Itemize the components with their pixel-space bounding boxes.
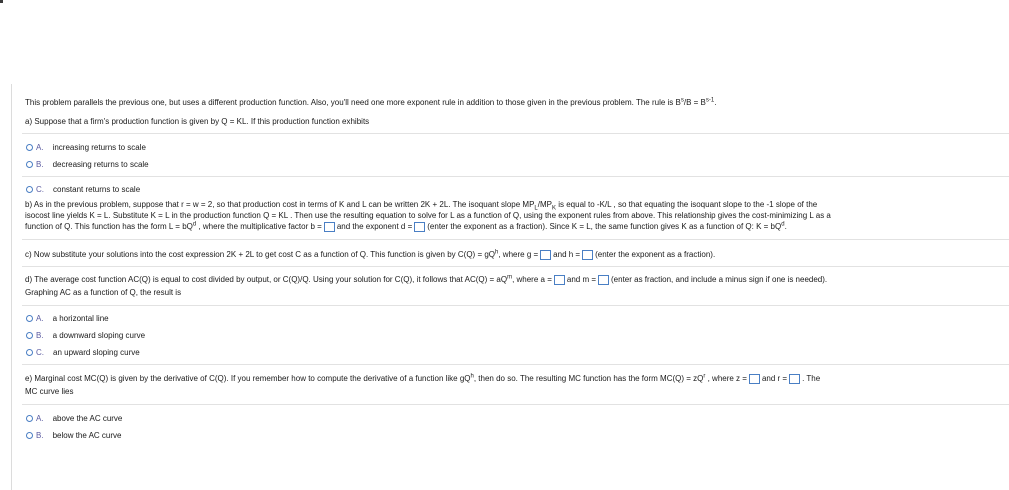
- divider: [22, 364, 1009, 365]
- part-b-line3: function of Q. This function has the form $L = bQ^d$ , where the multiplicative factor b = and the exponent d = (enter the exponent as a fraction). Since K = L, the same function gives K as a function of Q: $K = bQ^d$.: [25, 221, 787, 231]
- answer-a-input[interactable]: [554, 275, 565, 285]
- radio-button[interactable]: [26, 161, 33, 168]
- divider: [22, 133, 1009, 134]
- answer-h-input[interactable]: [582, 250, 593, 260]
- radio-button[interactable]: [26, 315, 33, 322]
- answer-r-input[interactable]: [789, 374, 800, 384]
- part-a-option-a[interactable]: A. increasing returns to scale: [26, 142, 146, 153]
- divider: [22, 239, 1009, 240]
- part-d-option-b[interactable]: B. a downward sloping curve: [26, 330, 145, 341]
- answer-d-input[interactable]: [414, 222, 425, 232]
- part-b-line1: b) As in the previous problem, suppose that r = w = 2, so that production cost in terms of K and L can be written 2K + 2L. The isoquant slope $MP_L/MP_K$ is equal to -K/L , so that equating the isoquant slope to the -1 slope of the: [25, 200, 818, 212]
- part-e-option-b[interactable]: B. below the AC curve: [26, 430, 122, 441]
- part-e-line2: MC curve lies: [25, 387, 74, 396]
- radio-button[interactable]: [26, 332, 33, 339]
- part-d-line2: Graphing AC as a function of Q, the result is: [25, 288, 182, 297]
- answer-m-input[interactable]: [598, 275, 609, 285]
- divider: [22, 404, 1009, 405]
- radio-button[interactable]: [26, 186, 33, 193]
- part-a-option-b[interactable]: B. decreasing returns to scale: [26, 159, 149, 170]
- part-a-question: a) Suppose that a firm's production function is given by Q = KL. If this production function exhibits: [25, 117, 370, 126]
- part-e-option-a[interactable]: A. above the AC curve: [26, 413, 122, 424]
- answer-g-input[interactable]: [540, 250, 551, 260]
- answer-z-input[interactable]: [749, 374, 760, 384]
- divider: [22, 305, 1009, 306]
- part-a-option-c[interactable]: C. constant returns to scale: [26, 184, 140, 195]
- radio-button[interactable]: [26, 349, 33, 356]
- part-b-line2: isocost line yields K = L. Substitute K = L in the production function Q = KL . Then use the resulting equation to solve for L as a function of Q, using the exponent rules from above. This relationship gives the cost-minimizing L as a: [25, 211, 831, 220]
- left-rule: [11, 84, 12, 490]
- intro-text: This problem parallels the previous one, but uses a different production function. Also, you'll need one more exponent rule in addition to those given in the previous problem. The rule is $B^s/B = B^{s-1}$.: [25, 97, 717, 107]
- radio-button[interactable]: [26, 144, 33, 151]
- part-d-question: d) The average cost function AC(Q) is equal to cost divided by output, or C(Q)/Q. Using your solution for C(Q), it follows that $AC(Q) = aQ^m$, where a = and m = (enter as fraction, and include a minus sign if one is needed).: [25, 274, 828, 284]
- answer-b-input[interactable]: [324, 222, 335, 232]
- radio-button[interactable]: [26, 415, 33, 422]
- divider: [22, 176, 1009, 177]
- divider: [22, 266, 1009, 267]
- part-e-question: e) Marginal cost MC(Q) is given by the derivative of C(Q). If you remember how to compute the derivative of a function like $gQ^h$, then do so. The resulting MC function has the form $MC(Q) = zQ^r$ , where z = and r = . The: [25, 373, 821, 383]
- radio-button[interactable]: [26, 432, 33, 439]
- part-d-option-c[interactable]: C. an upward sloping curve: [26, 347, 140, 358]
- corner-mark: [0, 0, 3, 3]
- part-c-question: c) Now substitute your solutions into the cost expression 2K + 2L to get cost C as a function of Q. This function is given by $C(Q) = gQ^h$, where g = and h = (enter the exponent as a fraction).: [25, 249, 716, 259]
- part-d-option-a[interactable]: A. a horizontal line: [26, 313, 109, 324]
